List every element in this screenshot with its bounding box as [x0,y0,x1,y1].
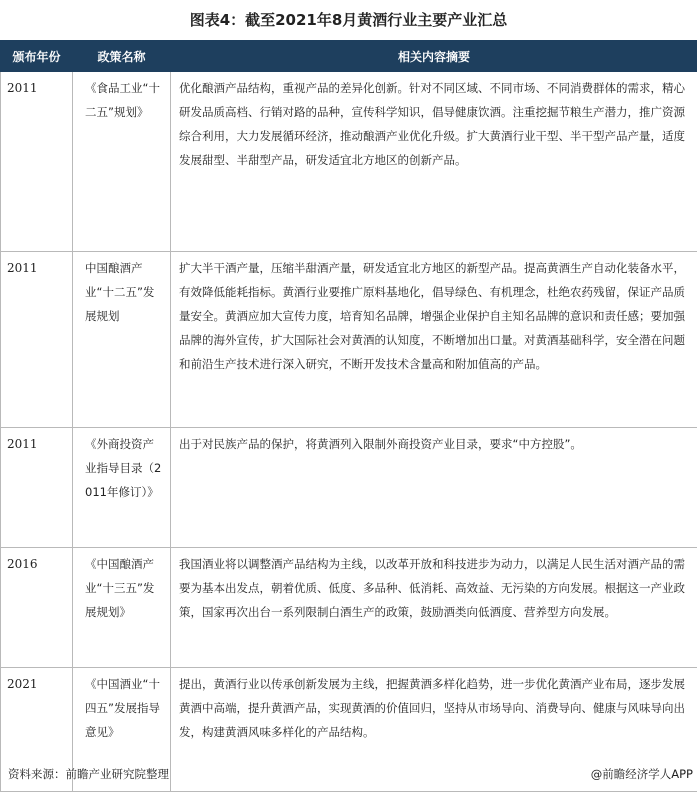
source-note: 资料来源：前瞻产业研究院整理 [8,767,169,781]
table-row [1,252,697,428]
header-year: 颁布年份 [1,41,73,72]
cell-policy: 《食品工业“十二五”规划》 [73,72,171,252]
cell-year: 2021 [1,668,73,792]
chart-title: 图表4：截至2021年8月黄酒行业主要产业汇总 [189,11,508,29]
brand-credit: @前瞻经济学人APP [590,767,693,781]
cell-year: 2011 [1,428,73,548]
cell-summary: 优化酿酒产品结构，重视产品的差异化创新。针对不同区域、不同市场、不同消费群体的需求，精心研发品质高档、行销对路的品种，宣传科学知识，倡导健康饮酒。注重挖掘节粮生产潜力，推广资源综合利用，大力发展循环经济，推动酿酒产业优化升级。扩大黄酒行业干型、半干型产品产量，适度发展甜型、半甜型产品，研发适宜北方地区的创新产品。 [171,72,697,252]
cell-policy: 《中国酒业“十四五”发展指导意见》 [73,668,171,792]
cell-year: 2011 [1,72,73,252]
header-summary: 相关内容摘要 [171,41,697,72]
cell-policy: 《中国酿酒产业“十三五”发展规划》 [73,548,171,668]
cell-summary: 出于对民族产品的保护，将黄酒列入限制外商投资产业目录，要求“中方控股”。 [171,428,697,548]
cell-year: 2011 [1,252,73,428]
table-row [1,428,697,548]
policy-table [0,40,697,792]
header-policy: 政策名称 [73,41,171,72]
footer [0,764,697,784]
cell-summary: 我国酒业将以调整酒产品结构为主线，以改革开放和科技进步为动力，以满足人民生活对酒产品的需要为基本出发点，朝着优质、低度、多品种、低消耗、高效益、无污染的方向发展。根据这一产业政策，国家再次出台一系列限制白酒生产的政策，鼓励酒类向低酒度、营养型方向发展。 [171,548,697,668]
cell-year: 2016 [1,548,73,668]
table-row [1,72,697,252]
cell-policy: 《外商投资产业指导目录（2011年修订）》 [73,428,171,548]
cell-summary: 扩大半干酒产量，压缩半甜酒产量，研发适宜北方地区的新型产品。提高黄酒生产自动化装备水平，有效降低能耗指标。黄酒行业要推广原料基地化，倡导绿色、有机理念，杜绝农药残留，保证产品质量安全。黄酒应加大宣传力度，培育知名品牌，增强企业保护自主知名品牌的意识和责任感；要加强品牌的海外宣传，扩大国际社会对黄酒的认知度，不断增加出口量。对黄酒基础科学，安全潜在问题和前沿生产技术进行深入研究，不断开发技术含量高和附加值高的产品。 [171,252,697,428]
cell-summary: 提出，黄酒行业以传承创新发展为主线，把握黄酒多样化趋势，进一步优化黄酒产业布局，逐步发展黄酒中高端，提升黄酒产品，实现黄酒的价值回归，坚持从市场导向、消费导向、健康与风味导向出发，构建黄酒风味多样化的产品结构。 [171,668,697,792]
table-header-row [1,41,697,72]
table-row [1,548,697,668]
cell-policy: 中国酿酒产业“十二五”发展规划 [73,252,171,428]
